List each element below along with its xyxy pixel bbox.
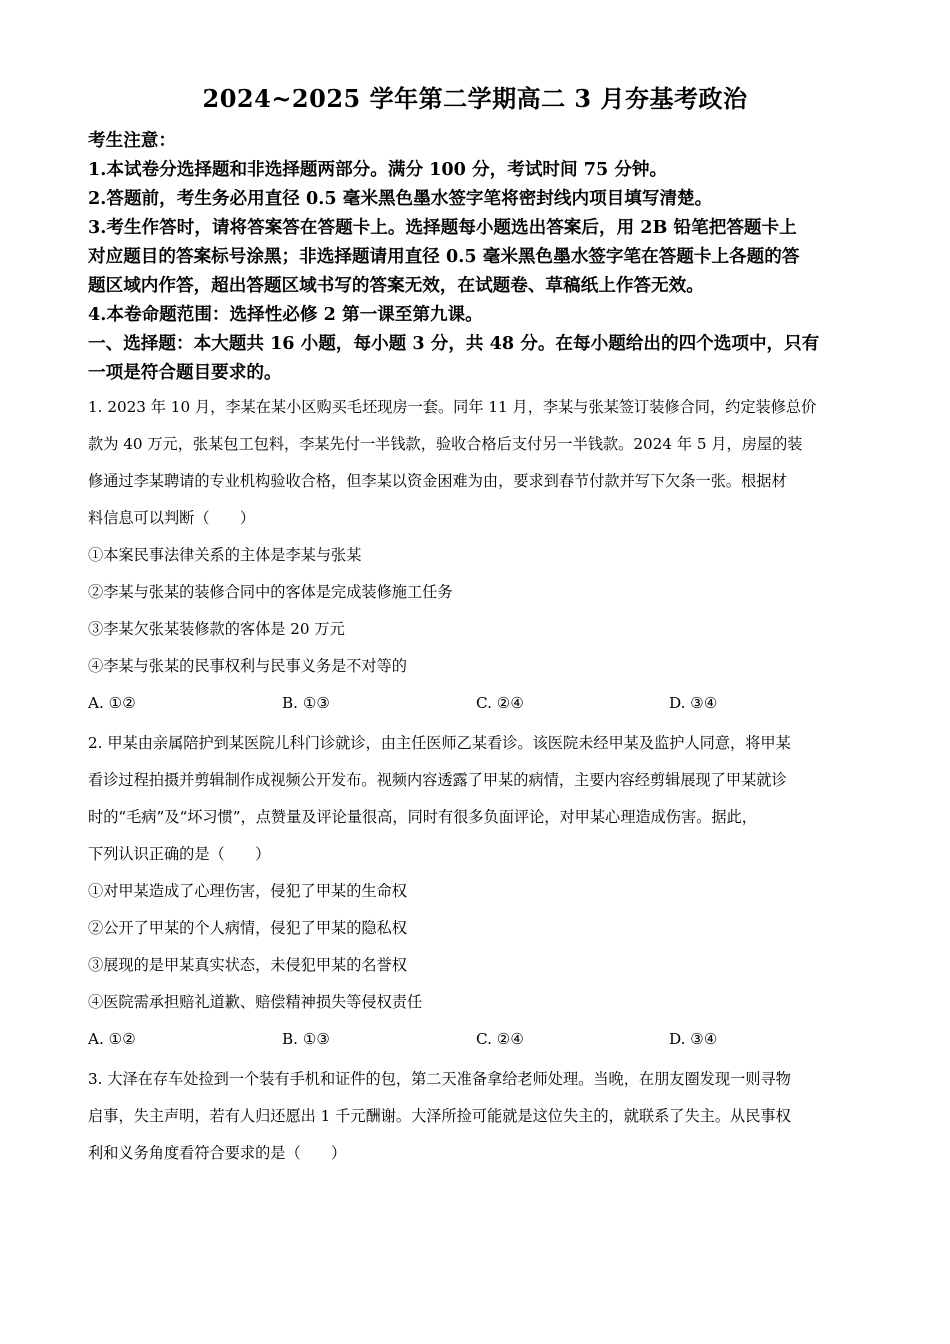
statement: ②公开了甲某的个人病情，侵犯了甲某的隐私权 (88, 919, 407, 937)
option-a: A. ①② (88, 1030, 136, 1048)
notice-line: 4.本卷命题范围：选择性必修 2 第一课至第九课。 (88, 304, 483, 325)
answer-options (88, 685, 873, 722)
question-stem-line: 下列认识正确的是（ ） (88, 845, 271, 863)
notice-line: 1.本试卷分选择题和非选择题两部分。满分 100 分，考试时间 75 分钟。 (88, 159, 668, 180)
option-c: C. ②④ (476, 694, 524, 712)
statement: ②李某与张某的装修合同中的客体是完成装修施工任务 (88, 583, 453, 601)
section-heading: 一、选择题：本大题共 16 小题，每小题 3 分，共 48 分。在每小题给出的四个选项中，只有 (88, 333, 820, 354)
question-stem-line: 时的“毛病”及“坏习惯”，点赞量及评论量很高，同时有很多负面评论，对甲某心理造成伤害。据此， (88, 808, 757, 826)
option-b: B. ①③ (282, 694, 331, 712)
question-stem-line: 款为 40 万元，张某包工包料，李某先付一半钱款，验收合格后支付另一半钱款。2024 年 5 月，房屋的装 (88, 435, 803, 453)
option-d: D. ③④ (669, 1030, 718, 1048)
question-stem-line: 2. 甲某由亲属陪护到某医院儿科门诊就诊，由主任医师乙某看诊。该医院未经甲某及监护人同意，将甲某 (88, 734, 791, 752)
question-stem-line: 3. 大泽在存车处捡到一个装有手机和证件的包，第二天准备拿给老师处理。当晚，在朋友圈发现一则寻物 (88, 1070, 791, 1088)
statement: ④李某与张某的民事权利与民事义务是不对等的 (88, 657, 407, 675)
notice-heading: 考生注意： (88, 130, 176, 151)
option-b: B. ①③ (282, 1030, 331, 1048)
notice-line: 对应题目的答案标号涂黑；非选择题请用直径 0.5 毫米黑色墨水签字笔在答题卡上各题的答 (88, 246, 800, 267)
statement: ①本案民事法律关系的主体是李某与张某 (88, 546, 362, 564)
statement: ③展现的是甲某真实状态，未侵犯甲某的名誉权 (88, 956, 407, 974)
question-2 (88, 725, 873, 1058)
question-stem-line: 看诊过程拍摄并剪辑制作成视频公开发布。视频内容透露了甲某的病情，主要内容经剪辑展现了甲某就诊 (88, 771, 787, 789)
page-title: 2024~2025 学年第二学期高二 3 月夯基考政治 (202, 84, 748, 113)
notice-line: 3.考生作答时，请将答案答在答题卡上。选择题每小题选出答案后，用 2B 铅笔把答题卡上 (88, 217, 797, 238)
question-stem-line: 利和义务角度看符合要求的是（ ） (88, 1144, 347, 1162)
question-stem-line: 修通过李某聘请的专业机构验收合格，但李某以资金困难为由，要求到春节付款并写下欠条一张。根据材 (88, 472, 787, 490)
question-stem-line: 料信息可以判断（ ） (88, 509, 256, 527)
question-stem-line: 1. 2023 年 10 月，李某在某小区购买毛坯现房一套。同年 11 月，李某与张某签订装修合同，约定装修总价 (88, 398, 817, 416)
answer-options (88, 1021, 873, 1058)
question-3 (88, 1061, 873, 1172)
notice-line: 2.答题前，考生务必用直径 0.5 毫米黑色墨水签字笔将密封线内项目填写清楚。 (88, 188, 713, 209)
question-stem-line: 启事，失主声明，若有人归还愿出 1 千元酬谢。大泽所捡可能就是这位失主的，就联系了失主。从民事权 (88, 1107, 791, 1125)
option-d: D. ③④ (669, 694, 718, 712)
question-1 (88, 389, 873, 722)
option-c: C. ②④ (476, 1030, 524, 1048)
candidate-notice (88, 126, 868, 387)
statement: ③李某欠张某装修款的客体是 20 万元 (88, 620, 345, 638)
option-a: A. ①② (88, 694, 136, 712)
statement: ①对甲某造成了心理伤害，侵犯了甲某的生命权 (88, 882, 407, 900)
notice-line: 题区域内作答，超出答题区域书写的答案无效，在试题卷、草稿纸上作答无效。 (88, 275, 704, 296)
statement: ④医院需承担赔礼道歉、赔偿精神损失等侵权责任 (88, 993, 423, 1011)
section-heading: 一项是符合题目要求的。 (88, 362, 282, 383)
